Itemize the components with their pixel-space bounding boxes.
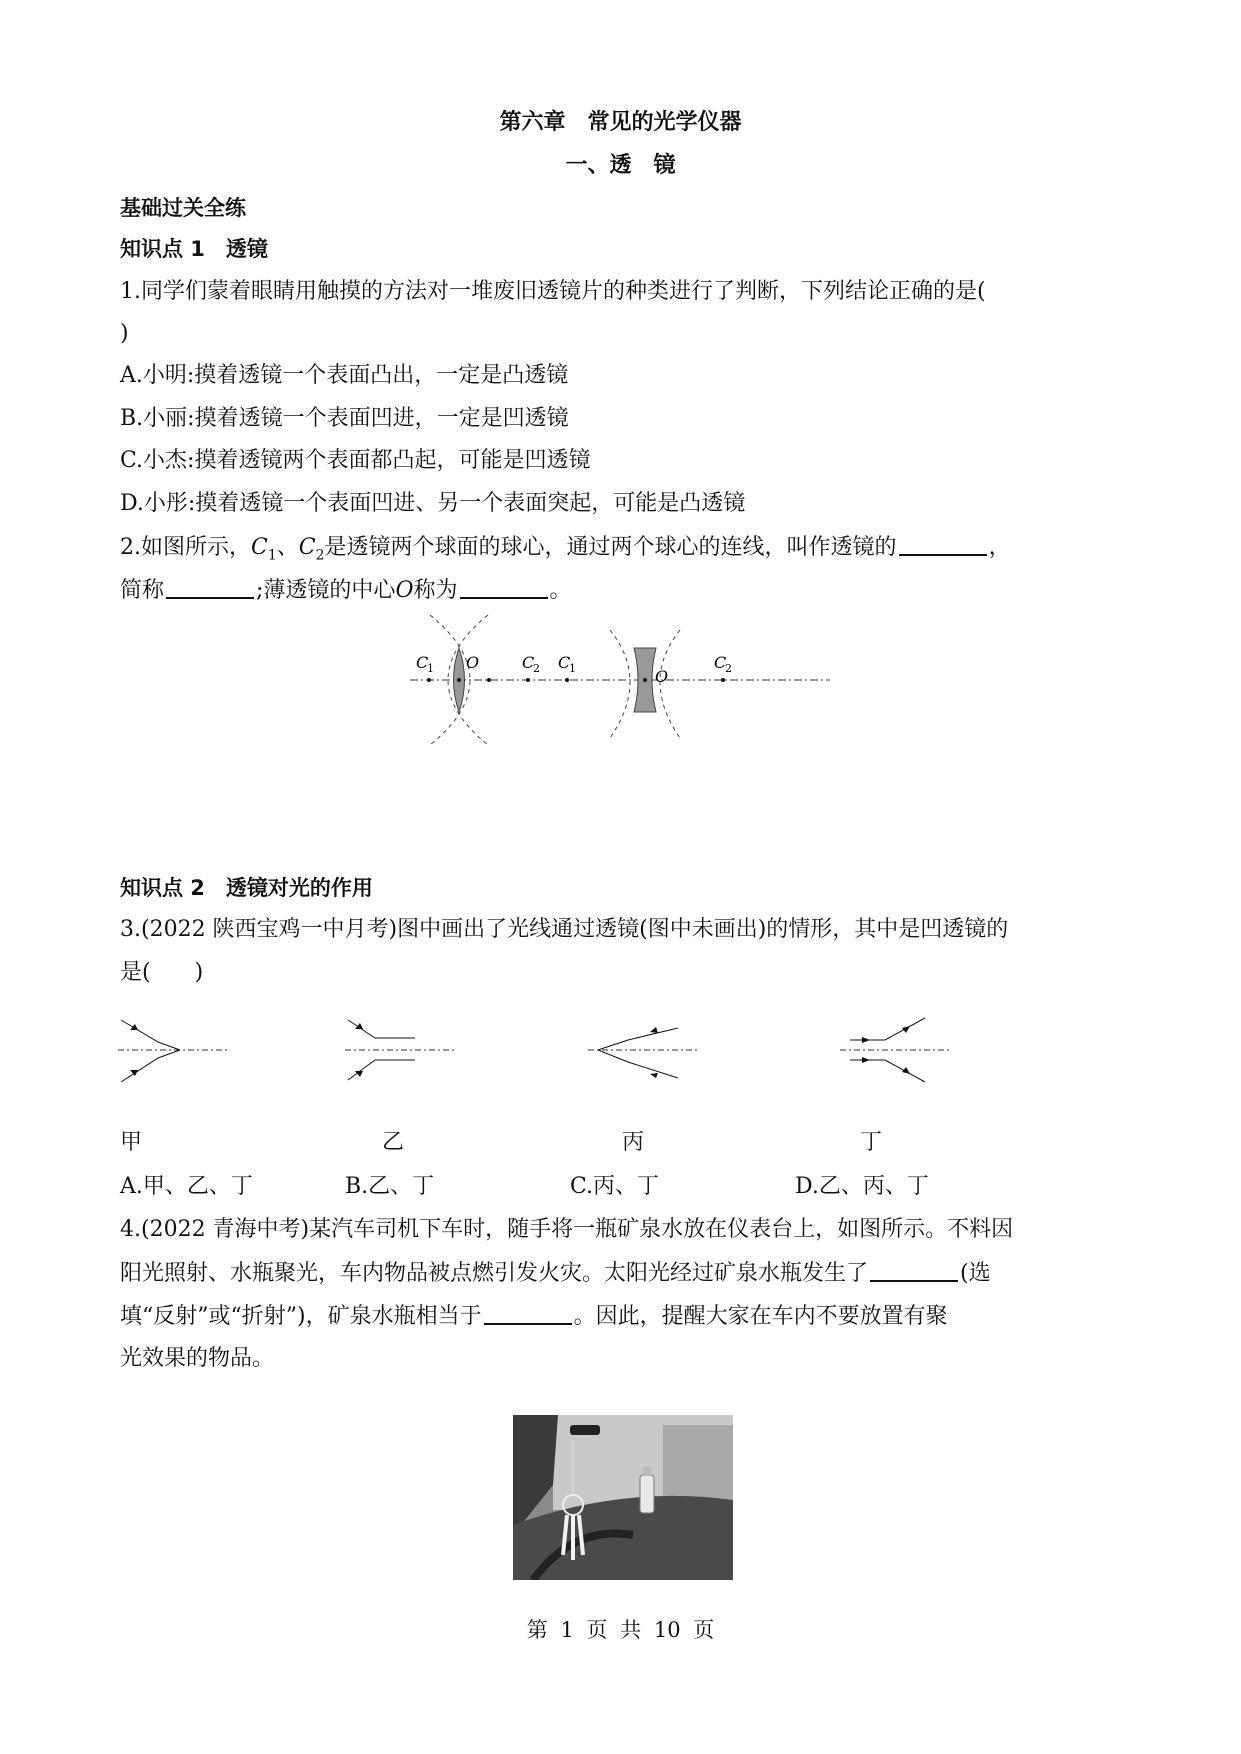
q2-stem-line1: [120, 532, 1130, 570]
answer-blank[interactable]: [870, 1258, 958, 1282]
label-c2: C: [522, 653, 535, 672]
water-bottle: [640, 1475, 654, 1513]
label-c1: C: [558, 653, 571, 672]
answer-blank[interactable]: [899, 532, 987, 556]
page-footer: 第 1 页 共 10 页: [526, 1618, 715, 1642]
knowledge-point-2: 知识点 2 透镜对光的作用: [120, 876, 373, 900]
q2-sep: 、: [276, 535, 299, 560]
diagram-label-bing: 丙: [622, 1130, 645, 1155]
q4-line3: [120, 1301, 1130, 1332]
arrow: [862, 1037, 870, 1043]
q2-text: 是透镜两个球面的球心，通过两个球心的连线，叫作透镜的: [324, 535, 897, 560]
q1-option-b: B.小丽:摸着透镜一个表面凹进，一定是凹透镜: [120, 406, 569, 431]
q2-text: 称为: [413, 578, 458, 603]
ray: [598, 1050, 678, 1078]
ray: [598, 1028, 678, 1050]
sphere-arc: [610, 630, 630, 738]
q2-text: 2.如图所示，: [120, 535, 251, 560]
chapter-title: 第六章 常见的光学仪器: [499, 109, 742, 135]
q2-text: 简称: [120, 578, 165, 603]
practice-heading: 基础过关全练: [120, 196, 246, 220]
q3-option-a: A.甲、乙、丁: [120, 1174, 253, 1199]
ray-diagram-yi: [345, 1010, 455, 1090]
ray-diagram-bing: [588, 1010, 698, 1090]
q4-text: 阳光照射、水瓶聚光，车内物品被点燃引发火灾。太阳光经过矿泉水瓶发生了: [120, 1261, 869, 1286]
q4-text: (选: [960, 1261, 991, 1286]
label-c2-sub: 2: [725, 662, 732, 675]
point-c2: [721, 678, 725, 682]
point-c2: [526, 678, 530, 682]
point-o: [457, 678, 461, 682]
building: [663, 1425, 733, 1505]
diagram-label-jia: 甲: [120, 1130, 143, 1155]
q1-option-c: C.小杰:摸着透镜两个表面都凸起，可能是凹透镜: [120, 448, 591, 473]
q4-text: 。因此，提醒大家在车内不要放置有聚: [573, 1304, 948, 1329]
point-c1: [565, 678, 569, 682]
q2-text: ，: [988, 535, 1011, 560]
q3-stem-end: 是( ): [120, 960, 204, 985]
ray-diagram-jia: [118, 1010, 228, 1090]
q3-option-c: C.丙、丁: [570, 1174, 660, 1199]
point-c2: [487, 678, 491, 682]
lens-diagram: [410, 610, 830, 750]
q4-line1: 4.(2022 青海中考)某汽车司机下车时，随手将一瓶矿泉水放在仪表台上，如图所示。不料因: [120, 1217, 1014, 1242]
q4-line2: [120, 1258, 1130, 1289]
label-o: O: [466, 653, 480, 672]
q1-option-d: D.小彤:摸着透镜一个表面凹进、另一个表面突起，可能是凸透镜: [120, 491, 746, 516]
ray: [121, 1020, 180, 1050]
q4-text: 填“反射”或“折射”)，矿泉水瓶相当于: [120, 1304, 482, 1329]
q3-option-d: D.乙、丙、丁: [795, 1174, 929, 1199]
q1-option-a: A.小明:摸着透镜一个表面凸出，一定是凸透镜: [120, 363, 569, 388]
q2-o: O: [395, 578, 414, 603]
arrow: [902, 1026, 910, 1033]
arrow: [862, 1057, 870, 1063]
point-c1: [427, 678, 431, 682]
knowledge-point-1: 知识点 1 透镜: [120, 237, 268, 261]
car-dashboard-photo: [513, 1415, 733, 1580]
ray: [850, 1018, 925, 1040]
ray: [850, 1060, 925, 1082]
q1-stem-end: ): [120, 321, 129, 346]
diagram-label-yi: 乙: [382, 1130, 405, 1155]
arrow: [650, 1027, 658, 1033]
section-title: 一、透 镜: [565, 152, 676, 178]
label-c2-sub: 2: [533, 662, 540, 675]
q2-c2: C: [298, 535, 316, 560]
label-o: O: [655, 667, 669, 686]
ray: [348, 1060, 415, 1080]
q4-line4: 光效果的物品。: [120, 1346, 275, 1371]
label-c1: C: [416, 653, 429, 672]
answer-blank[interactable]: [166, 575, 254, 599]
q1-stem: 1.同学们蒙着眼睛用触摸的方法对一堆废旧透镜片的种类进行了判断，下列结论正确的是(: [120, 279, 986, 304]
ray: [121, 1050, 180, 1082]
label-c1-sub: 1: [427, 662, 434, 675]
arrow: [130, 1024, 138, 1030]
label-c1-sub: 1: [569, 662, 576, 675]
q2-c1: C: [251, 535, 268, 560]
q2-text: 。: [549, 578, 572, 603]
ray-diagram-ding: [840, 1010, 950, 1090]
q3-option-b: B.乙、丁: [345, 1174, 435, 1199]
bottle-cap: [643, 1467, 651, 1476]
q2-stem-line2: [120, 575, 1130, 606]
answer-blank[interactable]: [460, 575, 548, 599]
answer-blank[interactable]: [484, 1301, 572, 1325]
diagram-label-ding: 丁: [860, 1130, 883, 1155]
arrow: [902, 1067, 910, 1074]
arrow: [650, 1073, 658, 1078]
point-o: [643, 678, 647, 682]
q2-c2-sub: 2: [315, 547, 325, 564]
q3-stem: 3.(2022 陕西宝鸡一中月考)图中画出了光线通过透镜(图中未画出)的情形，其中是凹透镜的: [120, 917, 1009, 942]
q2-text: ;薄透镜的中心: [256, 578, 396, 603]
label-c2: C: [714, 653, 727, 672]
q2-c1-sub: 1: [267, 547, 277, 564]
mirror: [570, 1425, 600, 1435]
